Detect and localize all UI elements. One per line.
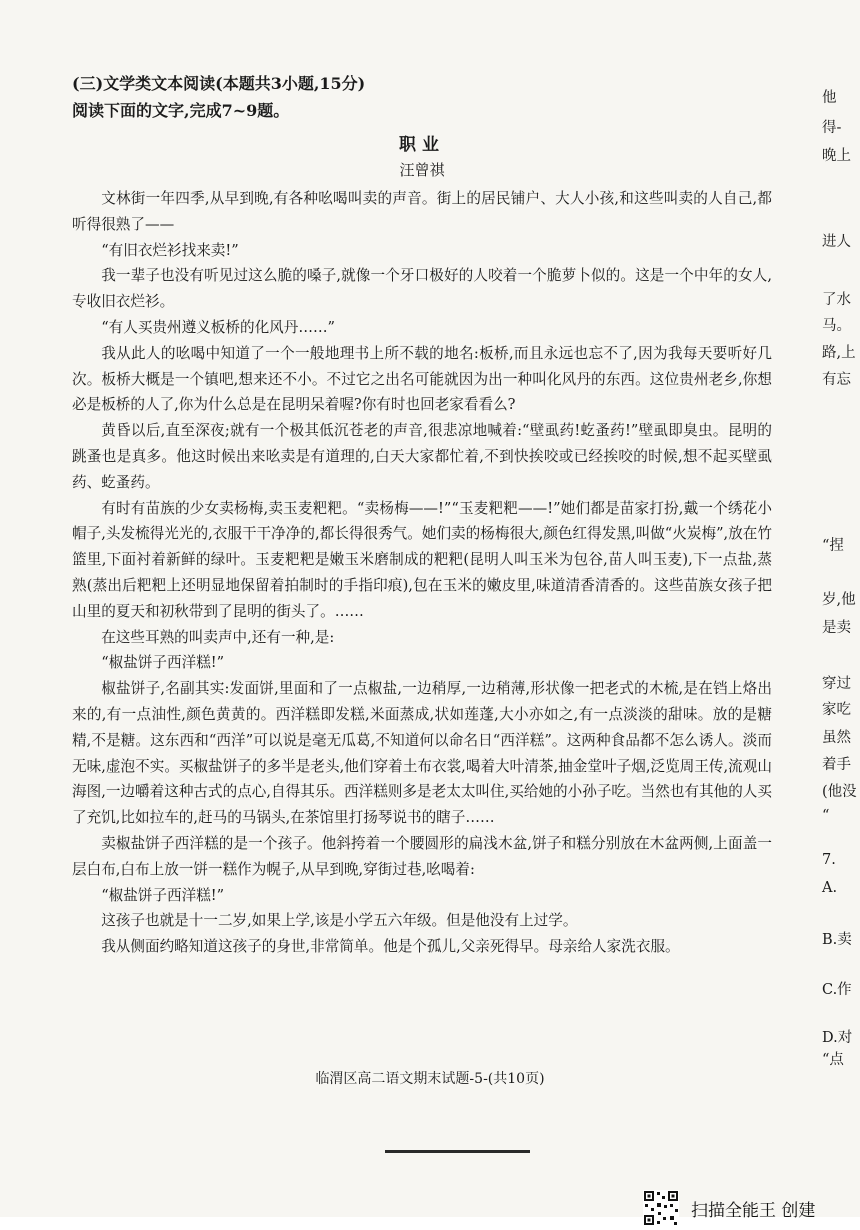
edge-fragment: 路,上 bbox=[822, 345, 856, 361]
edge-fragment: 家吃 bbox=[822, 702, 851, 718]
article-title: 职业 bbox=[399, 135, 445, 155]
edge-fragment: “点 bbox=[822, 1052, 844, 1068]
quote-line: “椒盐饼子西洋糕!” bbox=[101, 654, 225, 672]
section-instruction: 阅读下面的文字,完成7~9题。 bbox=[72, 101, 290, 120]
edge-fragment: 是卖 bbox=[822, 620, 851, 636]
paragraph: 椒盐饼子,名副其实:发面饼,里面和了一点椒盐,一边稍厚,一边稍薄,形状像一把老式的木梳,是在铛上烙出来的,有一点油性,颜色黄黄的。西洋糕即发糕,米面蒸成,状如莲蓬,大小亦如之,有一点淡淡的甜味。放的是糖精,不是糖。这东西和“西洋”可以说是毫无瓜葛,不知道何以命名日“西洋糕”。这两种食品都不怎么诱人。淡而无味,虚泡不实。买椒盐饼子的多半是老头,他们穿着土布衣裳,喝着大叶清茶,抽金堂叶子烟,泛览周王传,流观山海图,一边嚼着这种古式的点心,自得其乐。西洋糕则多是老太太叫住,买给她的小孙子吃。当然也有其他的人买了充饥,比如拉车的,赶马的马锅头,在茶馆里打扬琴说书的瞎子…… bbox=[72, 680, 773, 827]
edge-fragment: 他 bbox=[822, 90, 837, 106]
edge-fragment: 有忘 bbox=[822, 372, 851, 388]
paragraph: 有时有苗族的少女卖杨梅,卖玉麦粑粑。“卖杨梅——!”“玉麦粑粑——!”她们都是苗家打扮,戴一个绣花小帽子,头发梳得光光的,衣服干干净净的,都长得很秀气。她们卖的杨梅很大,颜色红得发黑,叫做“火炭梅”,放在竹篮里,下面衬着新鲜的绿叶。玉麦粑粑是嫩玉米磨制成的粑粑(昆明人叫玉米为包谷,苗人叫玉麦),下一点盐,蒸熟(蒸出后粑粑上还明显地保留着拍制时的手指印痕),包在玉米的嫩皮里,味道清香清香的。这些苗族女孩子把山里的夏天和初秋带到了昆明的街头了。…… bbox=[72, 499, 772, 620]
edge-fragment: 着手 bbox=[822, 757, 851, 773]
edge-fragment: 晚上 bbox=[822, 148, 851, 164]
paragraph: 我一辈子也没有听见过这么脆的嗓子,就像一个牙口极好的人咬着一个脆萝卜似的。这是一个中年的女人,专收旧衣烂衫。 bbox=[72, 267, 772, 311]
paragraph: 在这些耳熟的叫卖声中,还有一种,是: bbox=[101, 628, 335, 646]
page-footer: 临渭区高二语文期末试题-5-(共10页) bbox=[315, 1071, 545, 1087]
edge-fragment: 虽然 bbox=[822, 730, 851, 746]
edge-fragment: A. bbox=[822, 880, 838, 896]
edge-fragment: C.作 bbox=[822, 982, 852, 998]
main-column bbox=[72, 70, 772, 960]
paragraph: 我从此人的吆喝中知道了一个一般地理书上所不载的地名:板桥,而且永远也忘不了,因为我每天要听好几次。板桥大概是一个镇吧,想来还不小。不过它之出名可能就因为出一种叫化风丹的东西。这位贵州老乡,你想必是板桥的人了,你为什么总是在昆明呆着喔?你有时也回老家看看么? bbox=[72, 344, 772, 414]
scan-edge-rule bbox=[385, 1150, 530, 1153]
edge-fragment: D.对 bbox=[822, 1030, 853, 1046]
scanner-watermark-text: 扫描全能王 创建 bbox=[691, 1201, 816, 1221]
paragraph: 这孩子也就是十一二岁,如果上学,该是小学五六年级。但是他没有上过学。 bbox=[101, 912, 578, 930]
edge-fragment: “ bbox=[822, 808, 830, 824]
next-page-edge bbox=[818, 0, 860, 1217]
edge-fragment: 得- bbox=[822, 120, 842, 136]
quote-line: “有人买贵州遵义板桥的化风丹……” bbox=[101, 318, 336, 336]
article-author: 汪曾祺 bbox=[399, 161, 445, 179]
edge-fragment: “捏 bbox=[822, 538, 844, 554]
edge-fragment: 马。 bbox=[822, 318, 851, 334]
quote-line: “有旧衣烂衫找来卖!” bbox=[101, 241, 239, 259]
paragraph: 文林街一年四季,从早到晚,有各种吆喝叫卖的声音。街上的居民铺户、大人小孩,和这些叫卖的人自己,都听得很熟了—— bbox=[72, 190, 772, 233]
quote-line: “椒盐饼子西洋糕!” bbox=[101, 886, 225, 904]
edge-fragment: 穿过 bbox=[822, 676, 851, 692]
paragraph: 黄昏以后,直至深夜;就有一个极其低沉苍老的声音,很悲凉地喊着:“壁虱药!虼蚤药!”壁虱即臭虫。昆明的跳蚤也是真多。他这时候出来吆卖是有道理的,白天大家都忙着,不到快挨咬或已经挨咬的时候,想不起买壁虱药、虼蚤药。 bbox=[72, 422, 772, 491]
edge-fragment: 了水 bbox=[822, 292, 851, 308]
edge-fragment: 岁,他 bbox=[822, 592, 856, 608]
paragraph: 我从侧面约略知道这孩子的身世,非常简单。他是个孤儿,父亲死得早。母亲给人家洗衣服。 bbox=[101, 938, 680, 956]
edge-fragment: 进人 bbox=[822, 234, 851, 250]
edge-fragment: 7. bbox=[822, 852, 836, 868]
edge-fragment: B.卖 bbox=[822, 932, 852, 948]
paragraph: 卖椒盐饼子西洋糕的是一个孩子。他斜挎着一个腰圆形的扁浅木盆,饼子和糕分别放在木盆两侧,上面盖一层白布,白布上放一饼一糕作为幌子,从早到晚,穿街过巷,吆喝着: bbox=[72, 834, 772, 878]
section-heading: (三)文学类文本阅读(本题共3小题,15分) bbox=[72, 74, 366, 93]
edge-fragment: (他没 bbox=[822, 784, 857, 800]
qr-code-icon bbox=[643, 1190, 679, 1226]
